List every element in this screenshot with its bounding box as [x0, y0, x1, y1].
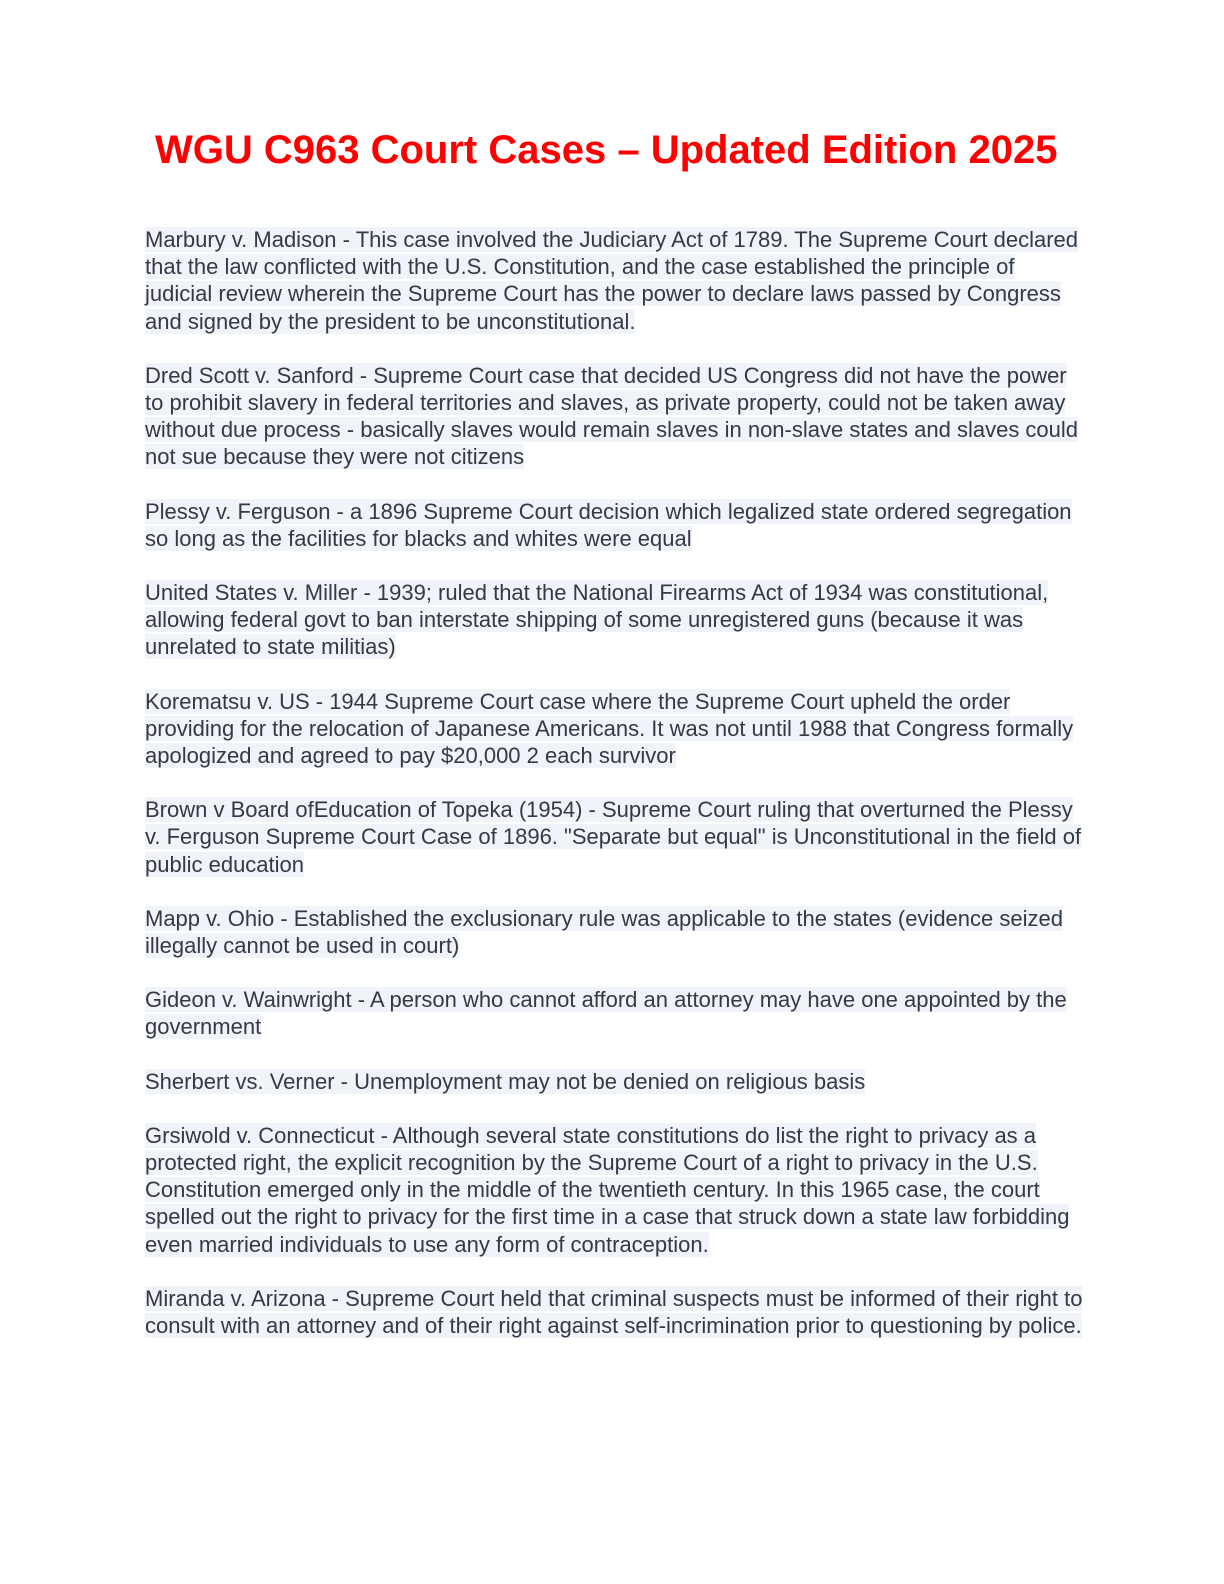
case-entry-sherbert-vs-verner	[145, 1068, 1085, 1095]
case-entry-plessy-v-ferguson	[145, 498, 1085, 552]
court-case-list	[145, 226, 1085, 1366]
case-entry-mapp-v-ohio	[145, 905, 1085, 959]
case-entry-griswold-v-connecticut	[145, 1122, 1085, 1258]
case-text: Sherbert vs. Verner - Unemployment may not be denied on religious basis	[145, 1068, 866, 1094]
case-text: Gideon v. Wainwright - A person who cannot afford an attorney may have one appointed by the government	[145, 987, 1067, 1040]
case-text: Grsiwold v. Connecticut - Although several state constitutions do list the right to privacy as a protected right, the explicit recognition by the Supreme Court of a right to privacy in the U.S. Constitution emerged only in the middle of the twentieth century. In this 1965 case, the court spelled out the right to privacy for the first time in a case that struck down a state law forbidding even married individuals to use any form of contraception.	[145, 1122, 1070, 1257]
case-entry-miranda-v-arizona	[145, 1285, 1085, 1339]
case-text: Korematsu v. US - 1944 Supreme Court case where the Supreme Court upheld the order providing for the relocation of Japanese Americans. It was not until 1988 that Congress formally apologized and agreed to pay $20,000 2 each survivor	[145, 688, 1074, 769]
case-entry-korematsu-v-us	[145, 688, 1085, 770]
case-entry-brown-v-board-of-education	[145, 796, 1085, 878]
case-text: Brown v Board ofEducation of Topeka (1954) - Supreme Court ruling that overturned the Plessy v. Ferguson Supreme Court Case of 1896. "Separate but equal" is Unconstitutional in the field of public education	[145, 797, 1082, 877]
case-text: Miranda v. Arizona - Supreme Court held that criminal suspects must be informed of their right to consult with an attorney and of their right against self-incrimination prior to questioning by police.	[145, 1285, 1083, 1339]
case-entry-dred-scott-v-sanford	[145, 362, 1085, 471]
case-text: United States v. Miller - 1939; ruled that the National Firearms Act of 1934 was constitutional, allowing federal govt to ban interstate shipping of some unregistered guns (because it was unrelated to state militias)	[145, 580, 1049, 660]
case-text: Plessy v. Ferguson - a 1896 Supreme Court decision which legalized state ordered segregation so long as the facilities for blacks and whites were equal	[145, 498, 1072, 551]
case-text: Mapp v. Ohio - Established the exclusionary rule was applicable to the states (evidence seized illegally cannot be used in court)	[145, 905, 1063, 959]
case-entry-marbury-v-madison	[145, 226, 1085, 335]
document-title: WGU C963 Court Cases – Updated Edition 2025	[155, 128, 1058, 172]
case-entry-gideon-v-wainwright	[145, 986, 1085, 1040]
case-text: Dred Scott v. Sanford - Supreme Court case that decided US Congress did not have the power to prohibit slavery in federal territories and slaves, as private property, could not be taken away without due process - basically slaves would remain slaves in non-slave states and slaves could not sue because they were not citizens	[145, 362, 1079, 470]
case-text: Marbury v. Madison - This case involved the Judiciary Act of 1789. The Supreme Court declared that the law conflicted with the U.S. Constitution, and the case established the principle of judicial review wherein the Supreme Court has the power to declare laws passed by Congress and signed by the president to be unconstitutional.	[145, 227, 1079, 334]
case-entry-united-states-v-miller	[145, 579, 1085, 661]
